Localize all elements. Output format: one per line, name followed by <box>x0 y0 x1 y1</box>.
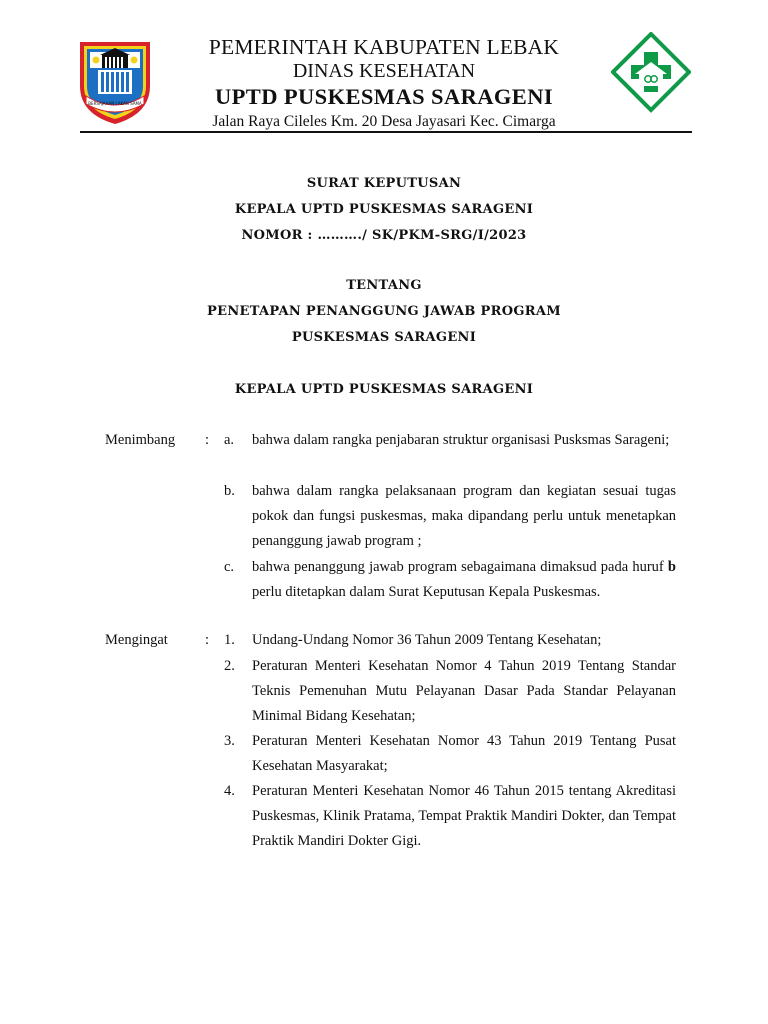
decree-title: SURAT KEPUTUSAN <box>306 176 462 191</box>
letterhead-institution: UPTD PUSKESMAS SARAGENI <box>215 84 553 109</box>
menimbang-label: Menimbang <box>105 432 176 448</box>
list-item-marker: 3. <box>224 733 235 749</box>
mengingat-colon: : <box>205 632 210 648</box>
list-item-text: Peraturan Menteri Kesehatan Nomor 46 Tahun 2015 tentang Akreditasi Puskesmas, Klinik Pratama, Tempat Praktik Mandiri Dokter, dan Tempat Praktik Mandiri Dokter Gigi. <box>252 783 676 849</box>
emblem-motto: BERSAJAHAN LAKAN SAMA <box>88 101 142 106</box>
list-item-text <box>252 555 676 605</box>
decree-number: NOMOR : ………./ SK/PKM-SRG/I/2023 <box>241 228 527 243</box>
list-item-text: bahwa dalam rangka pelaksanaan program dan kegiatan sesuai tugas pokok dan fungsi puskesmas, maka dipandang perlu untuk menetapkan penanggung jawab program ; <box>252 483 676 549</box>
list-item-marker: a. <box>224 432 235 448</box>
menimbang-colon: : <box>205 432 210 448</box>
decree-about-label: TENTANG <box>346 278 422 293</box>
letterhead-divider <box>80 131 692 133</box>
list-item-text: Peraturan Menteri Kesehatan Nomor 43 Tahun 2019 Tentang Pusat Kesehatan Masyarakat; <box>252 733 676 774</box>
letterhead-address: Jalan Raya Cileles Km. 20 Desa Jayasari Kec. Cimarga <box>212 113 556 130</box>
list-item-text-pre: bahwa penanggung jawab program sebagaimana dimaksud pada huruf <box>252 559 668 575</box>
decree-issuer-heading: KEPALA UPTD PUSKESMAS SARAGENI <box>234 382 534 397</box>
letterhead-department: DINAS KESEHATAN <box>292 60 476 82</box>
list-item-marker: b. <box>224 483 235 499</box>
letterhead <box>165 34 603 133</box>
list-item-text: bahwa dalam rangka penjabaran struktur organisasi Pusksmas Sarageni; <box>252 432 670 448</box>
list-item-marker: c. <box>224 559 235 575</box>
list-item-text-post: perlu ditetapkan dalam Surat Keputusan Kepala Puskesmas. <box>252 584 601 600</box>
puskesmas-logo-icon <box>611 32 691 126</box>
letterhead-government: PEMERINTAH KABUPATEN LEBAK <box>208 35 560 59</box>
mengingat-label: Mengingat <box>105 632 168 648</box>
decree-subject-line2: PUSKESMAS SARAGENI <box>291 330 477 345</box>
lebak-regency-emblem-icon <box>76 38 154 126</box>
list-item-marker: 1. <box>224 632 235 648</box>
list-item-text: Peraturan Menteri Kesehatan Nomor 4 Tahun 2019 Tentang Standar Teknis Pemenuhan Mutu Pelayanan Dasar Pada Standar Pelayanan Minimal Bidang Kesehatan; <box>252 658 676 724</box>
decree-subject-line1: PENETAPAN PENANGGUNG JAWAB PROGRAM <box>207 304 561 319</box>
decree-issuer: KEPALA UPTD PUSKESMAS SARAGENI <box>234 202 534 217</box>
list-item-marker: 2. <box>224 658 235 674</box>
list-item-marker: 4. <box>224 783 235 799</box>
list-item-text-bold: b <box>667 559 676 575</box>
list-item-text: Undang-Undang Nomor 36 Tahun 2009 Tentang Kesehatan; <box>252 632 602 648</box>
